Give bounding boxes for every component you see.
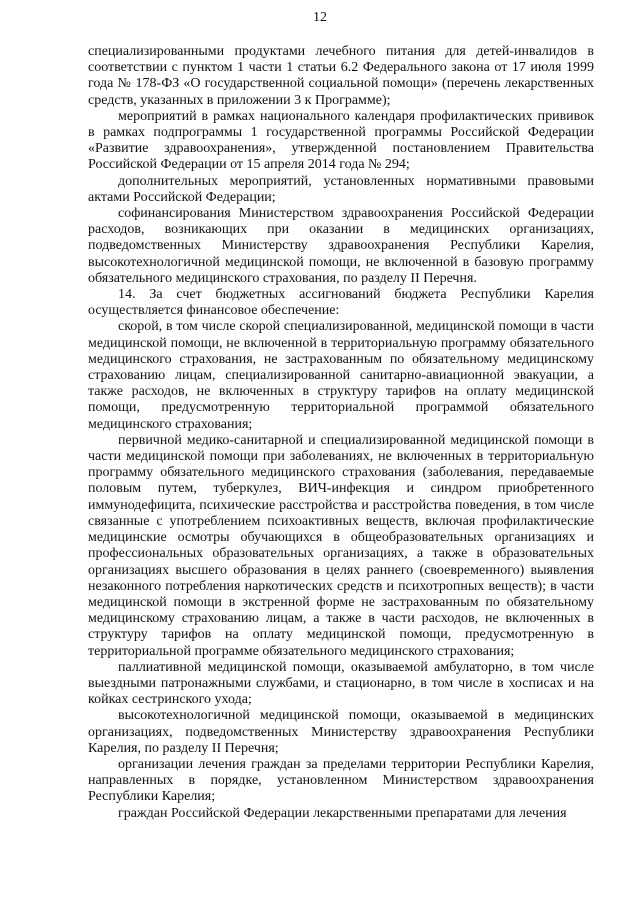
document-body xyxy=(88,44,594,822)
page-number: 12 xyxy=(313,10,327,25)
paragraph: организации лечения граждан за пределами территории Республики Карелия, направленных в порядке, установленном Министерством здравоохранения Республики Карелия; xyxy=(88,756,594,805)
paragraph: мероприятий в рамках национального календаря профилактических прививок в рамках подпрограммы 1 государственной программы Российской Федерации «Развитие здравоохранения», утвержденной постановлением Правительства Российской Федерации от 15 апреля 2014 года № 294; xyxy=(88,108,594,173)
paragraph: паллиативной медицинской помощи, оказываемой амбулаторно, в том числе выездными патронажными службами, и стационарно, в том числе в хосписах и на койках сестринского ухода; xyxy=(88,659,594,708)
paragraph: высокотехнологичной медицинской помощи, оказываемой в медицинских организациях, подведомственных Министерству здравоохранения Республики Карелия, по разделу II Перечня; xyxy=(88,708,594,756)
paragraph: специализированными продуктами лечебного питания для детей-инвалидов в соответствии с пунктом 1 части 1 статьи 6.2 Федерального закона от 17 июля 1999 года № 178-ФЗ «О государственной социальной помощи» (перечень лекарственных средств, указанных в приложении 3 к Программе); xyxy=(88,44,594,108)
paragraph: 14. За счет бюджетных ассигнований бюджета Республики Карелия осуществляется финансовое обеспечение: xyxy=(88,287,594,319)
paragraph: дополнительных мероприятий, установленных нормативными правовыми актами Российской Федерации; xyxy=(88,173,594,205)
paragraph: скорой, в том числе скорой специализированной, медицинской помощи в части медицинской помощи, не включенной в территориальную программу обязательного медицинского страхования, не застрахованным по обязательному медицинскому страхованию лицам, специализированной санитарно-авиационной эвакуации, а также расходов, не включенных в структуру тарифов на оплату медицинской помощи, предусмотренную территориальной программой обязательного медицинского страхования; xyxy=(88,319,594,432)
paragraph: граждан Российской Федерации лекарственными препаратами для лечения xyxy=(118,805,567,821)
paragraph: софинансирования Министерством здравоохранения Российской Федерации расходов, возникающих при оказании в медицинских организациях, подведомственных Министерству здравоохранения Республики Карелия, высокотехнологичной медицинской помощи, не включенной в базовую программу обязательного медицинского страхования, по разделу II Перечня. xyxy=(88,206,594,286)
paragraph: первичной медико-санитарной и специализированной медицинской помощи в части медицинской помощи при заболеваниях, не включенных в территориальную программу обязательного медицинского страхования (заболевания, передаваемые половым путем, туберкулез, ВИЧ-инфекция и синдром приобретенного иммунодефицита, психические расстройства и расстройства поведения, в том числе связанные с употреблением психоактивных веществ, включая профилактические медицинские осмотры обучающихся в общеобразовательных организациях и профессиональных образовательных организациях, а также в образовательных организациях высшего образования в целях раннего (своевременного) выявления незаконного потребления наркотических средств и психотропных веществ); в части медицинской помощи в экстренной форме не застрахованным по обязательному медицинскому страхованию лицам, а также в части расходов, не включенных в структуру тарифов на оплату медицинской помощи, предусмотренную в территориальной программе обязательного медицинского страхования; xyxy=(88,432,594,659)
